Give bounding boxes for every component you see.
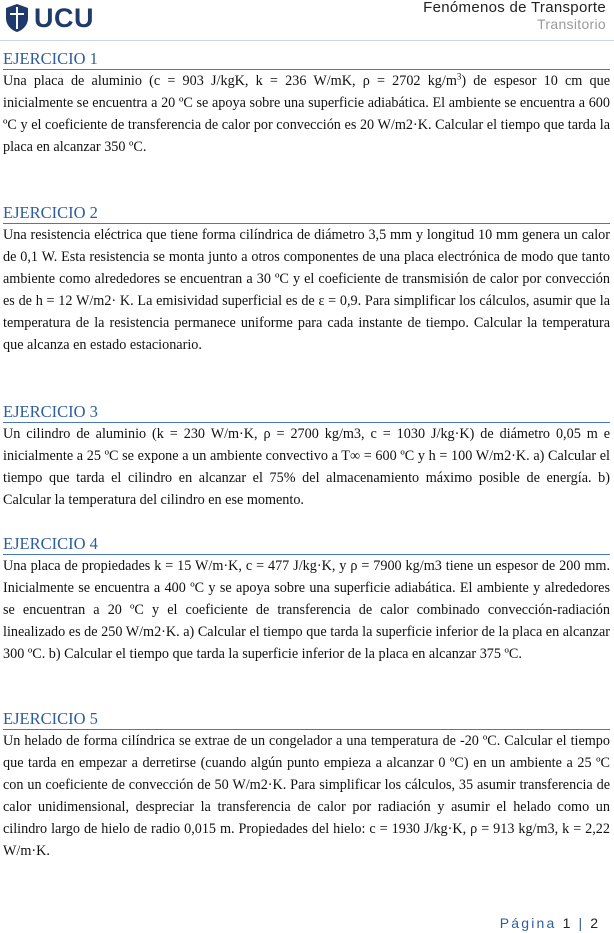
page-label: Página xyxy=(499,915,557,931)
total-pages: 2 xyxy=(590,915,598,931)
exercise-title: EJERCICIO 5 xyxy=(3,709,610,730)
header-title: Fenómenos de Transporte xyxy=(423,0,606,16)
exercise-text: Una placa de aluminio (c = 903 J/kgK, k = 236 W/mK, ρ = 2702 $kg/m^3$) de espesor 10 cm que inicialmente se encuentra a 20 ºC se apoya sobre una superficie adiabática. El ambiente se encuentra a 600 ºC y el coeficiente de transferencia de calor por convección es 20 W/m2·K. Calcular el tiempo que tarda la placa en alcanzar 350 ºC. xyxy=(3,71,611,155)
ucu-shield-icon xyxy=(4,3,30,33)
exercise-text: Una resistencia eléctrica que tiene forma cilíndrica de diámetro 3,5 mm y longitud 10 mm genera un calor de 0,1 W. Esta resistencia se monta junto a otros componentes de una placa electrónica de modo que tanto ambiente como alrededores se encuentran a 30 ºC y el coeficiente de transmisión de calor por convección es de h = 12 W/m2· K. La emisividad superficial es de ε = 0,9. Para simplificar los cálculos, asumir que la temperatura de la resistencia permanece uniforme para cada instante de tiempo. Calcular la temperatura que alcanza en estado estacionario. xyxy=(3,227,610,353)
page-number: 1 xyxy=(562,915,571,931)
page-number-footer xyxy=(500,915,598,931)
exercise-1 xyxy=(3,49,610,159)
exercise-text: Un helado de forma cilíndrica se extrae de un congelador a una temperatura de -20 ºC. Calcular el tiempo que tarda en empezar a derretirse (cuando algún punto empieza a alcanzar 0 ºC) en un ambiente a 25 ºC con un coeficiente de convección de 50 W/m2·K. Para simplificar los cálculos, 35 asumir transferencia de calor unidimensional, despreciar la transferencia de calor por radiación y asumir el helado como un cilindro largo de hielo de radio 0,015 m. Propiedades del hielo: c = 1930 J/kg·K, ρ = 913 kg/m3, k = 2,22 W/m·K. xyxy=(3,733,610,859)
exercise-title: EJERCICIO 2 xyxy=(3,203,610,224)
page-separator: | xyxy=(578,915,583,931)
exercise-4 xyxy=(3,534,610,666)
exercise-title: EJERCICIO 4 xyxy=(3,534,610,555)
exercise-2 xyxy=(3,203,610,356)
exercise-5 xyxy=(3,709,610,862)
logo-text: UCU xyxy=(34,3,94,33)
exercise-3 xyxy=(3,402,610,512)
exercise-text: Una placa de propiedades k = 15 W/m·K, c = 477 J/kg·K, y ρ = 7900 kg/m3 tiene un espesor de 200 mm. Inicialmente se encuentra a 400 ºC y se apoya sobre una superficie adiabática. El ambiente y alrededores se encuentran a 20 ºC y el coeficiente de transferencia de calor combinado convección-radiación linealizado es de 250 W/m2·K. a) Calcular el tiempo que tarda la superficie inferior de la placa en alcanzar 300 ºC. b) Calcular el tiempo que tarda la superficie inferior de la placa en alcanzar 375 ºC. xyxy=(3,558,610,662)
university-logo xyxy=(4,3,94,33)
exercise-title: EJERCICIO 3 xyxy=(3,402,610,423)
document-header xyxy=(423,0,606,33)
exercise-title: EJERCICIO 1 xyxy=(3,49,610,70)
header-divider xyxy=(0,40,614,41)
header-subtitle: Transitorio xyxy=(537,16,606,32)
exercise-text: Un cilindro de aluminio (k = 230 W/m·K, ρ = 2700 kg/m3, c = 1030 J/kg·K) de diámetro 0,05 m e inicialmente a 25 ºC se expone a un ambiente convectivo a T∞ = 600 ºC y h = 100 W/m2·K. a) Calcular el tiempo que tarda el cilindro en alcanzar el 75% del almacenamiento máximo posible de energía. b) Calcular la temperatura del cilindro en ese momento. xyxy=(3,426,610,508)
